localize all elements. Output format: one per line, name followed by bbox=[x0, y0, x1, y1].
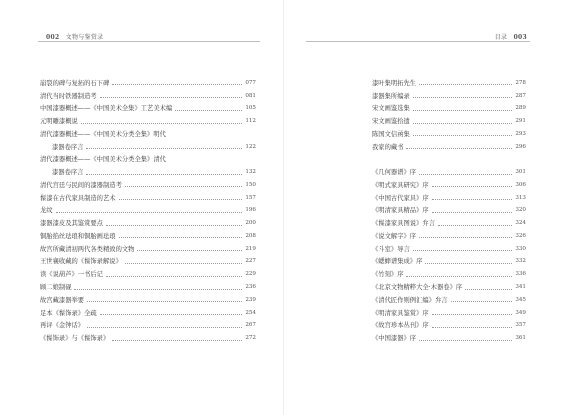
dot-leader bbox=[87, 327, 242, 328]
dot-leader bbox=[413, 110, 513, 111]
toc-entry-page-number: 345 bbox=[515, 296, 526, 303]
toc-entry-title: 元明雕漆概说 bbox=[40, 118, 78, 126]
toc-entry-title: 髹漆在古代家具制造的艺术 bbox=[40, 194, 116, 202]
right-page-number: 003 bbox=[513, 34, 527, 41]
toc-entry-page-number: 077 bbox=[245, 79, 256, 86]
toc-entry[interactable] bbox=[40, 227, 256, 240]
toc-entry-title: 《清代匠作则例汇编》弁言 bbox=[372, 296, 448, 304]
toc-entry-title: 铜胎掐丝珐琅和铜胎画珐琅 bbox=[40, 232, 116, 240]
toc-entry-title: 龙纹 bbox=[40, 207, 53, 215]
toc-entry-title: 漆器漆皮及其鉴赏要点 bbox=[40, 220, 103, 228]
dot-leader bbox=[419, 174, 512, 175]
toc-entry-page-number: 208 bbox=[245, 232, 256, 239]
toc-entry-page-number: 332 bbox=[515, 258, 526, 265]
right-table-of-contents bbox=[372, 74, 526, 342]
toc-entry-title: 《北京文物精粹大全·木器卷》序 bbox=[372, 284, 463, 292]
toc-entry[interactable] bbox=[40, 240, 256, 253]
toc-entry-page-number: 278 bbox=[515, 79, 526, 86]
dot-leader bbox=[419, 84, 512, 85]
toc-entry[interactable] bbox=[40, 253, 256, 266]
toc-entry-title: 清代漆器概述——《中国美术分类全集》明代 bbox=[40, 130, 166, 138]
toc-entry-title: 读《说葫芦》一书后记 bbox=[40, 271, 103, 279]
toc-entry-page-number: 326 bbox=[515, 232, 526, 239]
toc-entry-title: 中国漆器概述——《中国美术全集》工艺美术编 bbox=[40, 105, 173, 113]
toc-entry-page-number: 219 bbox=[245, 245, 256, 252]
toc-entry-page-number: 157 bbox=[245, 194, 256, 201]
toc-entry[interactable] bbox=[372, 304, 526, 317]
toc-entry-title: 故宫藏漆器举要 bbox=[40, 296, 85, 304]
toc-entry[interactable] bbox=[40, 163, 256, 176]
toc-entry[interactable] bbox=[40, 100, 256, 113]
toc-entry-page-number: 313 bbox=[515, 194, 526, 201]
dot-leader bbox=[74, 289, 242, 290]
toc-entry-title: 顾二娘制砚 bbox=[40, 284, 72, 292]
toc-entry-page-number: 254 bbox=[245, 309, 256, 316]
dot-leader bbox=[137, 250, 242, 251]
toc-entry[interactable] bbox=[372, 112, 526, 125]
dot-leader bbox=[119, 237, 243, 238]
dot-leader bbox=[87, 301, 242, 302]
toc-entry[interactable] bbox=[372, 138, 526, 151]
toc-entry-title: 《中国漆器》序 bbox=[372, 335, 417, 343]
dot-leader bbox=[106, 276, 242, 277]
toc-entry[interactable] bbox=[40, 87, 256, 100]
dot-leader bbox=[465, 289, 512, 290]
toc-entry[interactable] bbox=[372, 253, 526, 266]
dot-leader bbox=[81, 123, 243, 124]
right-header-rule bbox=[306, 41, 530, 42]
toc-entry[interactable] bbox=[40, 317, 256, 330]
section-gap bbox=[372, 151, 526, 164]
dot-leader bbox=[406, 276, 512, 277]
toc-entry-page-number: 150 bbox=[245, 181, 256, 188]
toc-entry-title: 陈国文信函集 bbox=[372, 130, 410, 138]
dot-leader bbox=[125, 186, 242, 187]
toc-entry[interactable] bbox=[372, 317, 526, 330]
toc-entry-page-number: 196 bbox=[245, 207, 256, 214]
dot-leader bbox=[425, 263, 512, 264]
toc-entry-title: 《竹刻》序 bbox=[372, 271, 404, 279]
toc-entry-page-number: 341 bbox=[515, 284, 526, 291]
toc-entry-title: 我家的藏书 bbox=[372, 143, 404, 151]
toc-entry[interactable] bbox=[40, 202, 256, 215]
toc-entry[interactable] bbox=[40, 112, 256, 125]
toc-entry[interactable] bbox=[372, 227, 526, 240]
toc-entry-title: 《髹饰录》与《髹饰录》 bbox=[40, 335, 110, 343]
toc-entry[interactable] bbox=[372, 87, 526, 100]
dot-leader bbox=[125, 263, 242, 264]
dot-leader bbox=[406, 148, 512, 149]
toc-entry-title: 《几何器谱》序 bbox=[372, 169, 417, 177]
right-running-header bbox=[495, 32, 531, 41]
toc-entry-page-number: 112 bbox=[245, 118, 256, 125]
dot-leader bbox=[413, 250, 513, 251]
dot-leader bbox=[175, 110, 242, 111]
toc-entry-page-number: 291 bbox=[515, 118, 526, 125]
dot-leader bbox=[112, 84, 242, 85]
dot-leader bbox=[413, 135, 513, 136]
toc-entry-page-number: 293 bbox=[515, 130, 526, 137]
toc-entry[interactable] bbox=[372, 240, 526, 253]
toc-entry-title: 《故宫珍本丛刊》序 bbox=[372, 322, 429, 330]
left-header-rule bbox=[38, 41, 260, 42]
toc-entry-page-number: 227 bbox=[245, 258, 256, 265]
toc-entry-title: 《蟋蟀谱集成》序 bbox=[372, 258, 423, 266]
dot-leader bbox=[100, 97, 243, 98]
toc-entry-page-number: 122 bbox=[245, 143, 256, 150]
toc-entry[interactable] bbox=[40, 74, 256, 87]
toc-entry[interactable] bbox=[40, 125, 256, 138]
toc-entry-title: 故宫所藏清初两代各类精致的文物 bbox=[40, 245, 135, 253]
toc-entry-page-number: 105 bbox=[245, 105, 256, 112]
dot-leader bbox=[86, 174, 242, 175]
toc-entry-title: 宋文画鉴拾遗 bbox=[372, 118, 410, 126]
toc-entry-title: 《明清家具精品》序 bbox=[372, 207, 429, 215]
toc-entry-page-number: 272 bbox=[245, 335, 256, 342]
toc-entry-title: 足本《髹饰录》全疏 bbox=[40, 309, 97, 317]
toc-entry[interactable] bbox=[372, 265, 526, 278]
toc-entry[interactable] bbox=[40, 138, 256, 151]
dot-leader bbox=[106, 225, 242, 226]
toc-entry[interactable] bbox=[372, 163, 526, 176]
toc-entry[interactable] bbox=[372, 291, 526, 304]
toc-entry[interactable] bbox=[40, 189, 256, 202]
left-running-header bbox=[42, 32, 103, 41]
toc-entry[interactable] bbox=[40, 278, 256, 291]
toc-entry[interactable] bbox=[40, 304, 256, 317]
toc-entry-title: 清代漆器概述——《中国美术分类全集》清代 bbox=[40, 156, 166, 164]
toc-entry-title: 崩裂的碑与复拓的石下碑 bbox=[40, 79, 110, 87]
toc-entry[interactable] bbox=[372, 189, 526, 202]
toc-entry-title: 漆器集所编录 bbox=[372, 92, 410, 100]
left-table-of-contents bbox=[40, 74, 256, 342]
toc-entry[interactable] bbox=[40, 291, 256, 304]
right-running-title: 目录 bbox=[494, 34, 508, 41]
right-page bbox=[284, 0, 567, 415]
toc-entry-page-number: 336 bbox=[515, 271, 526, 278]
toc-entry-title: 漆器卷序言 bbox=[52, 169, 84, 177]
dot-leader bbox=[419, 340, 512, 341]
toc-entry-page-number: 301 bbox=[515, 169, 526, 176]
dot-leader bbox=[432, 199, 513, 200]
dot-leader bbox=[432, 186, 513, 187]
toc-entry[interactable] bbox=[372, 125, 526, 138]
toc-entry[interactable] bbox=[372, 214, 526, 227]
dot-leader bbox=[86, 148, 242, 149]
toc-entry-page-number: 132 bbox=[245, 169, 256, 176]
toc-entry[interactable] bbox=[40, 151, 256, 164]
toc-entry-page-number: 239 bbox=[245, 296, 256, 303]
toc-entry-title: 漆叶集明拓先生 bbox=[372, 79, 417, 87]
toc-entry-page-number: 267 bbox=[245, 322, 256, 329]
dot-leader bbox=[413, 123, 513, 124]
dot-leader bbox=[112, 340, 242, 341]
toc-entry-page-number: 287 bbox=[515, 92, 526, 99]
left-page-number: 002 bbox=[46, 34, 60, 41]
dot-leader bbox=[419, 237, 512, 238]
toc-entry-page-number: 200 bbox=[245, 220, 256, 227]
toc-entry[interactable] bbox=[372, 278, 526, 291]
toc-entry-page-number: 320 bbox=[515, 207, 526, 214]
toc-entry[interactable] bbox=[372, 100, 526, 113]
toc-entry-page-number: 296 bbox=[515, 143, 526, 150]
toc-entry-page-number: 081 bbox=[245, 92, 256, 99]
dot-leader bbox=[451, 301, 513, 302]
toc-entry-page-number: 349 bbox=[515, 309, 526, 316]
toc-entry[interactable] bbox=[372, 202, 526, 215]
toc-entry-title: 清代当时铁器制造考 bbox=[40, 92, 97, 100]
toc-entry-title: 《中国古代家具》序 bbox=[372, 194, 429, 202]
dot-leader bbox=[56, 212, 243, 213]
dot-leader bbox=[100, 314, 243, 315]
dot-leader bbox=[432, 212, 513, 213]
toc-entry[interactable] bbox=[40, 265, 256, 278]
dot-leader bbox=[119, 199, 243, 200]
toc-entry-title: 再评《金钟话》 bbox=[40, 322, 85, 330]
toc-entry-page-number: 330 bbox=[515, 245, 526, 252]
left-page bbox=[0, 0, 283, 415]
toc-entry-title: 《说文解字》序 bbox=[372, 232, 417, 240]
toc-entry-page-number: 289 bbox=[515, 105, 526, 112]
toc-entry-title: 王世襄收藏的《髹饰录解说》 bbox=[40, 258, 122, 266]
toc-entry-title: 《明清家具鉴赏》序 bbox=[372, 309, 429, 317]
toc-entry-title: 宋文画鉴选集 bbox=[372, 105, 410, 113]
dot-leader bbox=[432, 327, 513, 328]
toc-entry[interactable] bbox=[372, 74, 526, 87]
toc-entry-page-number: 357 bbox=[515, 322, 526, 329]
toc-entry-title: 《髹漆家具图说》弁言 bbox=[372, 220, 435, 228]
toc-entry[interactable] bbox=[372, 176, 526, 189]
dot-leader bbox=[438, 225, 512, 226]
dot-leader bbox=[432, 314, 513, 315]
toc-entry-title: 漆器卷序言 bbox=[52, 143, 84, 151]
toc-entry-page-number: 306 bbox=[515, 181, 526, 188]
toc-entry[interactable] bbox=[40, 214, 256, 227]
toc-entry[interactable] bbox=[372, 329, 526, 342]
dot-leader bbox=[413, 97, 513, 98]
toc-entry-page-number: 361 bbox=[515, 335, 526, 342]
toc-entry-page-number: 236 bbox=[245, 284, 256, 291]
toc-entry-page-number: 324 bbox=[515, 220, 526, 227]
toc-entry[interactable] bbox=[40, 329, 256, 342]
toc-entry-title: 《斗室》导言 bbox=[372, 245, 410, 253]
left-running-title: 文物与鉴赏录 bbox=[65, 34, 104, 41]
toc-entry[interactable] bbox=[40, 176, 256, 189]
toc-entry-page-number: 229 bbox=[245, 271, 256, 278]
toc-entry-title: 《明式家具研究》序 bbox=[372, 181, 429, 189]
toc-entry-title: 清代宫廷与民间的漆器制造考 bbox=[40, 181, 122, 189]
